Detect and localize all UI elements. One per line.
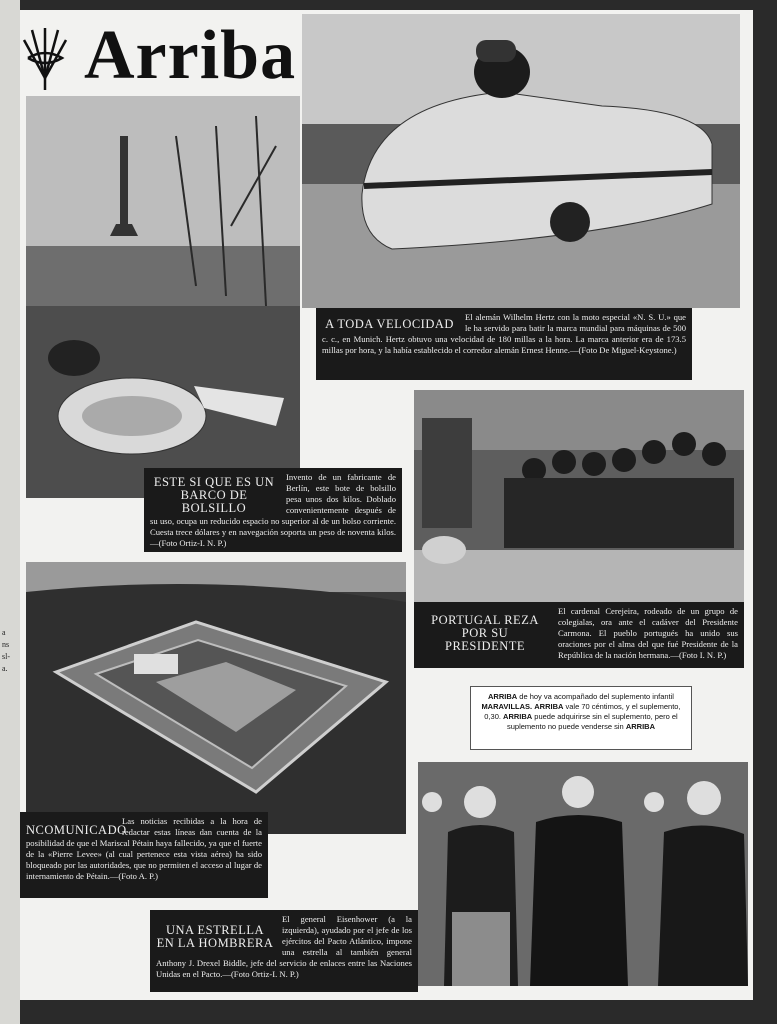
photo-generals-ceremony [418,762,748,986]
yoke-arrows-emblem [20,18,70,98]
photo-aerial-fortress [26,562,406,834]
notice-text: de hoy va acompañado del suplemento infantil [517,692,674,701]
notice-text: puede adquirirse sin el suplemento, pero el suplemento no puede venderse sin [506,712,678,731]
brand: ARRIBA [503,712,533,721]
spine-fragment: ns [2,640,10,649]
supplement-name: MARAVILLAS. [481,702,533,711]
newspaper-page [20,10,753,1000]
adjacent-page-edge [0,0,20,1024]
caption-text: Las noticias recibidas a la hora de redactar estas líneas dan cuenta de la posibilidad de que el Mariscal Pétain haya fallecido, ya que el fuerte de la «Pierre Levee» (al cual pertenece esta vista aérea) ha sido bloqueado por las autoridades, que no permiten el acceso al lugar de internamiento de Pétain.—(Foto A. P.) [26,816,262,881]
caption-text: El cardenal Cerejeira, rodeado de un grupo de colegialas, ora ante el cadáver del Presidente Carmona. El pueblo portugués ha unido sus oraciones por el alma del que fué Presidente de la República de la nación hermana.—(Foto I. N. P.) [558,606,738,660]
brand: ARRIBA [534,702,564,711]
caption-una-estrella [150,910,418,992]
photo-streamlined-motorcycle [302,14,740,308]
headline: ESTE SI QUE ES UN BARCO DE BOLSILLO [153,475,275,515]
caption-barco-de-bolsillo [144,468,402,552]
spine-fragment: sl- [2,652,10,661]
caption-text: Invento de un fabricante de Berlín, este bote de bolsillo pesa unos dos kilos. Doblado convenientemente después de su uso, ocupa un reducido espacio no superior al de un bolso corriente. Cuesta trece dólares y en navegación soporta un peso de noventa kilos.—(Foto Ortiz-I. N. P.) [150,472,396,548]
notice-text: vale 70 céntimos, y el suplemento, 0,30. [484,702,681,721]
headline: PORTUGAL REZA POR SU PRESIDENTE [431,613,539,653]
caption-text: El general Eisenhower (a la izquierda), ayudado por el jefe de los ejércitos del Pacto Atlántico, impone una estrella al también general Anthony J. Drexel Biddle, jefe del servicio de enlaces entre las Naciones Unidas en el Pacto.—(Foto Ortiz-I. N. P.) [156,914,412,979]
caption-portugal-reza [414,602,744,668]
brand: ARRIBA [625,722,655,731]
supplement-notice [470,686,692,750]
spine-fragment: a [2,628,6,637]
photo-cardinal-praying [414,390,744,602]
spine-fragment: a. [2,664,8,673]
headline: NCOMUNICADO [26,823,127,837]
caption-text: El alemán Wilhelm Hertz con la moto especial «N. S. U.» que le ha servido para batir la marca mundial para máquinas de 500 c. c., en Munich. Hertz obtuvo una velocidad de 180 millas a la hora. La marca anterior era de 173.5 millas por hora, y la había establecido el corredor alemán Ernest Henne.—(Foto De Miguel-Keystone.) [322,312,686,355]
caption-incomunicado [20,812,268,898]
brand: ARRIBA [488,692,518,701]
headline: A TODA VELOCIDAD [325,317,454,331]
masthead-title: Arriba [84,17,297,94]
photo-pocket-boat [26,96,300,498]
caption-a-toda-velocidad [316,308,692,380]
headline: UNA ESTRELLA EN LA HOMBRERA [156,923,274,950]
